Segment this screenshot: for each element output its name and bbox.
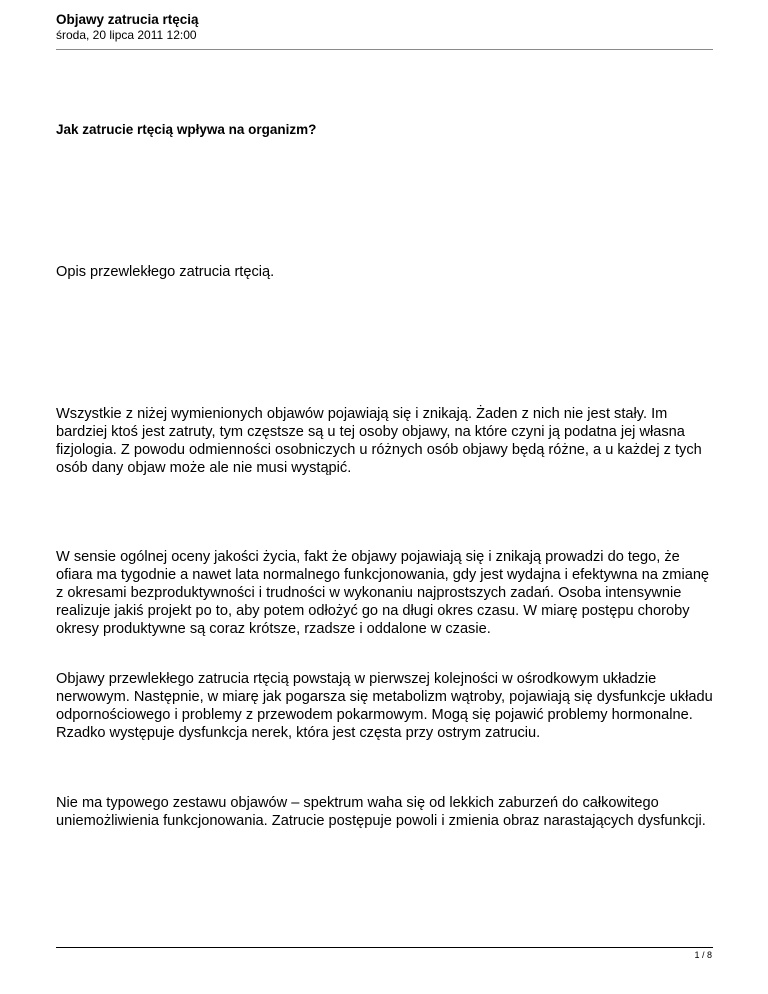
document-title: Objawy zatrucia rtęcią	[56, 12, 199, 27]
page-header	[56, 12, 713, 43]
paragraph: Objawy przewlekłego zatrucia rtęcią powstają w pierwszej kolejności w ośrodkowym układzie nerwowym. Następnie, w miarę jak pogarsza się metabolizm wątroby, pojawiają się dysfunkcje układu odpornościowego i problemy z przewodem pokarmowym. Mogą się pojawić problemy hormonalne. Rzadko występuje dysfunkcja nerek, która jest częsta przy ostrym zatruciu.	[56, 671, 713, 741]
footer-divider	[56, 947, 713, 948]
article-subheading: Opis przewlekłego zatrucia rtęcią.	[56, 264, 275, 280]
paragraph: Nie ma typowego zestawu objawów – spektrum waha się od lekkich zaburzeń do całkowitego uniemożliwienia funkcjonowania. Zatrucie postępuje powoli i zmienia obraz narastających dysfunkcji.	[56, 795, 706, 829]
header-divider	[56, 49, 713, 50]
paragraph: W sensie ogólnej oceny jakości życia, fakt że objawy pojawiają się i znikają prowadzi do tego, że ofiara ma tygodnie a nawet lata normalnego funkcjonowania, gdy jest wydajna i efektywna na zmianę z okresami bezproduktywności i trudności w wykonaniu najprostszych zadań. Osoba intensywnie realizuje jakiś projekt po to, aby potem odłożyć go na długi okres czasu. W miarę postępu choroby okresy produktywne są coraz krótsze, rzadsze i oddalone w czasie.	[56, 549, 710, 637]
page-number: 1 / 8	[694, 950, 712, 960]
article-heading: Jak zatrucie rtęcią wpływa na organizm?	[56, 122, 317, 137]
publish-date: środa, 20 lipca 2011 12:00	[56, 28, 197, 42]
paragraph: Wszystkie z niżej wymienionych objawów pojawiają się i znikają. Żaden z nich nie jest stały. Im bardziej ktoś jest zatruty, tym częstsze są u tej osoby objawy, na które czyni ją podatna jej własna fizjologia. Z powodu odmienności osobniczych u różnych osób objawy będą różne, a u każdej z tych osób dany objaw może ale nie musi wystąpić.	[56, 406, 702, 476]
